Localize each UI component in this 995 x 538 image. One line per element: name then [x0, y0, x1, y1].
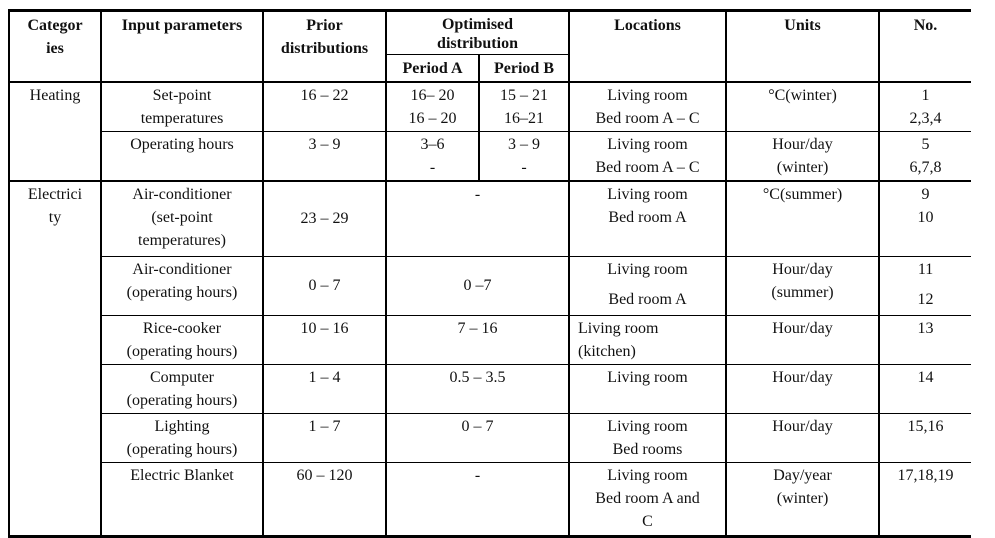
cell-line: Living room [607, 466, 688, 484]
table-wrapper [8, 9, 971, 538]
cell-no [879, 132, 971, 182]
cell-line: Day/year [773, 466, 832, 484]
cell-line: 0 – 7 [308, 277, 341, 294]
cell-line: 10 – 16 [300, 319, 349, 337]
cell-line: Living room [607, 368, 688, 386]
cell-line: Electrici [27, 186, 83, 203]
cell-locations [569, 82, 726, 132]
cell-line: Living room [607, 260, 688, 278]
cell-line: Hour/day [772, 417, 833, 435]
cell-prior [263, 315, 386, 364]
cell-locations [569, 364, 726, 413]
parameters-table [8, 9, 971, 538]
cell-category-electricity [9, 181, 101, 536]
cell-line: 16 – 22 [300, 87, 349, 104]
col-header-prior-distributions [263, 11, 386, 83]
cell-line: C [642, 512, 653, 530]
cell-line: Living room [578, 319, 659, 337]
cell-line: Hour/day [772, 319, 833, 337]
cell-units [726, 315, 879, 364]
header-line: distribution [437, 35, 518, 52]
cell-period-a [386, 82, 479, 132]
cell-no [879, 364, 971, 413]
cell-line: Bed room A – C [595, 159, 700, 176]
cell-line: (operating hours) [126, 391, 238, 409]
table-row-operating-hours-heating [9, 132, 971, 182]
header-line: Categor [27, 17, 83, 34]
cell-line: 13 [917, 319, 934, 337]
cell-prior [263, 413, 386, 462]
cell-prior [263, 132, 386, 182]
cell-line: 1 [921, 87, 930, 104]
cell-line: 1 – 7 [308, 417, 341, 435]
header-line: Input parameters [121, 17, 243, 34]
cell-line: (operating hours) [126, 283, 238, 301]
header-row-main [9, 11, 971, 55]
col-header-units: Units [726, 11, 879, 83]
cell-input [101, 132, 263, 182]
col-header-no: No. [879, 11, 971, 83]
cell-line: Living room [607, 186, 688, 203]
cell-line: Electric Blanket [130, 466, 234, 484]
table-row-electric-blanket [9, 462, 971, 536]
cell-line: 12 [917, 290, 934, 308]
cell-line: 10 [917, 209, 934, 226]
cell-line: Bed room A and [595, 489, 700, 507]
cell-optimised [386, 315, 569, 364]
cell-line: 15 – 21 [500, 87, 548, 104]
cell-no [879, 413, 971, 462]
cell-line: Heating [29, 87, 81, 104]
table-row-setpoint-temperatures [9, 82, 971, 132]
cell-line: Bed rooms [612, 440, 683, 458]
cell-line: 15,16 [907, 417, 944, 435]
table-row-computer [9, 364, 971, 413]
cell-line: °C(winter) [768, 87, 837, 104]
cell-units [726, 132, 879, 182]
cell-line: 6,7,8 [909, 159, 942, 176]
cell-line: (set-point [151, 209, 213, 226]
cell-line: Rice-cooker [142, 319, 222, 337]
cell-locations [569, 132, 726, 182]
cell-units [726, 364, 879, 413]
table-row-ac-operating [9, 256, 971, 315]
cell-optimised [386, 364, 569, 413]
cell-line: 16– 20 [410, 87, 455, 104]
cell-prior [263, 364, 386, 413]
cell-line: - [429, 159, 436, 176]
col-header-period-a: Period A [386, 55, 479, 83]
cell-line: temperatures) [138, 232, 226, 249]
cell-line: Bed room A [608, 209, 687, 226]
cell-locations [569, 315, 726, 364]
cell-input [101, 462, 263, 536]
cell-no [879, 82, 971, 132]
cell-line: Living room [607, 87, 688, 104]
header-line: Prior [306, 17, 343, 34]
cell-line: 23 – 29 [300, 210, 349, 228]
cell-line: Bed room A – C [595, 110, 700, 127]
cell-line: (operating hours) [126, 440, 238, 458]
cell-locations [569, 413, 726, 462]
cell-input [101, 315, 263, 364]
cell-line: (winter) [776, 159, 829, 176]
cell-period-b [479, 82, 569, 132]
cell-line: ty [48, 209, 62, 226]
cell-period-a [386, 132, 479, 182]
cell-line: 60 – 120 [296, 466, 353, 484]
cell-line: 17,18,19 [897, 466, 954, 484]
cell-category-heating [9, 82, 101, 181]
table-row-ac-setpoint [9, 181, 971, 256]
cell-input [101, 256, 263, 315]
cell-input [101, 181, 263, 256]
col-header-input-parameters [101, 11, 263, 83]
cell-line: 2,3,4 [909, 110, 942, 127]
cell-line: 0.5 – 3.5 [449, 368, 506, 386]
cell-line: 1 – 4 [308, 368, 341, 386]
table-row-rice-cooker [9, 315, 971, 364]
cell-line: °C(summer) [762, 186, 843, 203]
cell-locations [569, 462, 726, 536]
col-header-optimised-distribution [386, 11, 569, 55]
cell-line: Operating hours [130, 136, 234, 153]
cell-optimised [386, 462, 569, 536]
cell-line: Living room [607, 136, 688, 153]
cell-units [726, 181, 879, 256]
cell-line: Hour/day [772, 260, 833, 278]
cell-no [879, 181, 971, 256]
cell-line: 3 – 9 [508, 136, 540, 153]
cell-line: 14 [917, 368, 934, 386]
cell-units [726, 462, 879, 536]
cell-line: Computer [150, 368, 214, 386]
cell-line: (winter) [776, 489, 829, 507]
cell-optimised [386, 181, 569, 256]
cell-line: 9 [921, 186, 930, 203]
cell-input [101, 413, 263, 462]
cell-locations [569, 256, 726, 315]
cell-input [101, 364, 263, 413]
table-header [9, 11, 971, 83]
cell-line: 0 –7 [463, 277, 492, 294]
cell-units [726, 256, 879, 315]
cell-prior [263, 181, 386, 256]
table-row-lighting [9, 413, 971, 462]
cell-line: 0 – 7 [461, 417, 494, 435]
cell-line: 16–21 [504, 110, 544, 127]
header-line: distributions [280, 40, 369, 57]
cell-locations [569, 181, 726, 256]
cell-line: temperatures [140, 110, 224, 127]
table-body [9, 82, 971, 536]
cell-no [879, 462, 971, 536]
cell-line: Bed room A [608, 290, 687, 308]
cell-line: - [474, 186, 481, 203]
cell-line: Air-conditioner [132, 260, 232, 278]
cell-line: Hour/day [772, 136, 833, 153]
cell-line: 7 – 16 [457, 319, 498, 337]
col-header-categories [9, 11, 101, 83]
cell-line: - [521, 159, 527, 176]
cell-units [726, 413, 879, 462]
cell-line: (operating hours) [126, 342, 238, 360]
header-line: ies [46, 40, 64, 57]
cell-line: 3–6 [420, 136, 445, 153]
header-line: Optimised [441, 16, 514, 33]
cell-units [726, 82, 879, 132]
cell-optimised [386, 413, 569, 462]
cell-line: Air-conditioner [132, 186, 232, 203]
col-header-locations: Locations [569, 11, 726, 83]
cell-prior [263, 256, 386, 315]
cell-line: 11 [917, 260, 934, 278]
cell-line: Set-point [152, 87, 212, 104]
cell-no [879, 315, 971, 364]
cell-line: Lighting [154, 417, 210, 435]
cell-period-b [479, 132, 569, 182]
cell-line: - [474, 466, 481, 484]
cell-prior [263, 462, 386, 536]
cell-line: 5 [921, 136, 930, 153]
cell-line: (summer) [771, 283, 834, 301]
col-header-period-b: Period B [479, 55, 569, 83]
cell-line: Living room [607, 417, 688, 435]
cell-line: 16 – 20 [408, 110, 457, 127]
cell-line: (kitchen) [578, 342, 636, 360]
cell-line: Hour/day [772, 368, 833, 386]
cell-input [101, 82, 263, 132]
cell-prior [263, 82, 386, 132]
cell-no [879, 256, 971, 315]
cell-optimised [386, 256, 569, 315]
cell-line: 3 – 9 [308, 136, 341, 153]
